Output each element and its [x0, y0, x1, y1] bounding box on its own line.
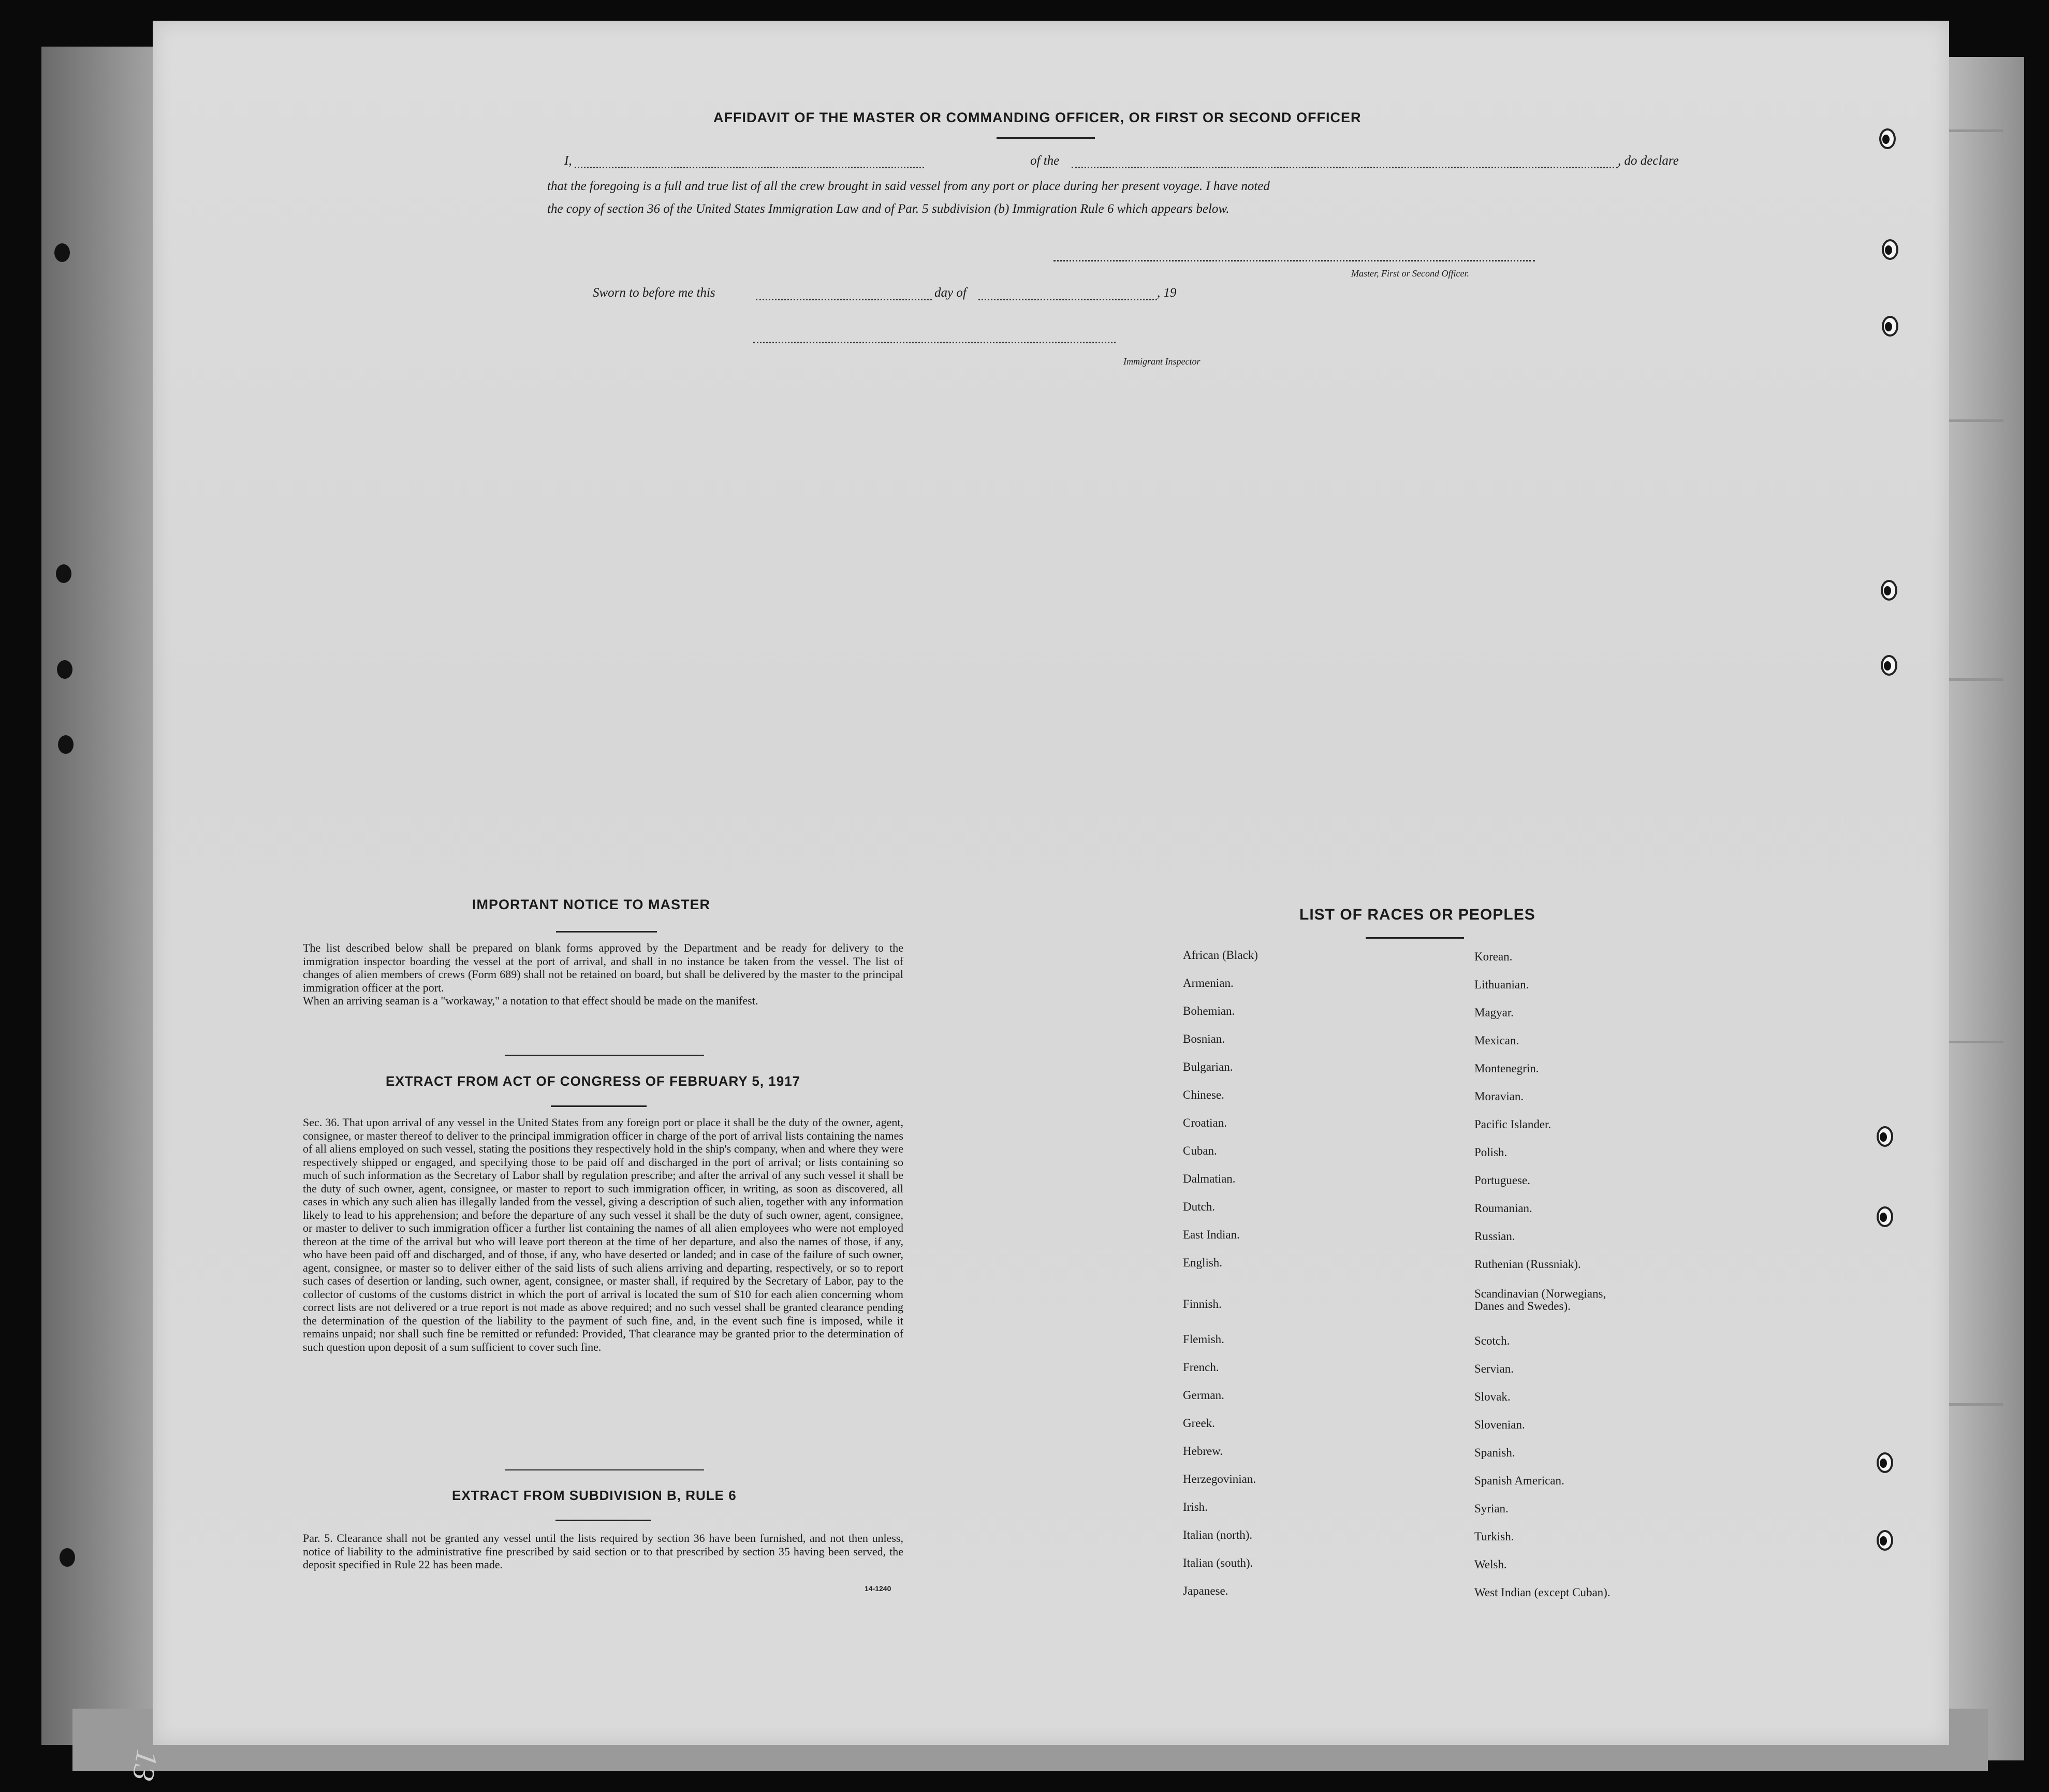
important-notice-rule — [556, 931, 657, 933]
master-name-field[interactable] — [575, 167, 924, 168]
left-race-item: Flemish. — [1183, 1333, 1224, 1346]
left-race-item: Italian (north). — [1183, 1528, 1253, 1541]
binder-ring — [1881, 580, 1897, 601]
punch-hole — [56, 564, 71, 583]
right-race-item: Moravian. — [1474, 1090, 1524, 1103]
right-race-item: Spanish. — [1474, 1446, 1515, 1459]
sworn-day-field[interactable] — [756, 299, 932, 300]
left-race-item: Cuban. — [1183, 1144, 1217, 1157]
punch-hole — [58, 735, 74, 754]
binder-ring — [1882, 316, 1898, 337]
right-race-item: Magyar. — [1474, 1006, 1514, 1019]
left-race-item: Armenian. — [1183, 977, 1234, 989]
right-race-item: Korean. — [1474, 950, 1513, 963]
left-race-item: English. — [1183, 1256, 1223, 1269]
punch-hole — [57, 660, 72, 679]
left-race-item: Bosnian. — [1183, 1032, 1225, 1045]
binder-ring — [1877, 1126, 1893, 1147]
right-race-item: Slovenian. — [1474, 1418, 1525, 1431]
races-title-rule — [1366, 937, 1464, 939]
left-race-item: Irish. — [1183, 1500, 1208, 1513]
affidavit-title-rule — [997, 137, 1095, 139]
right-race-item: Portuguese. — [1474, 1174, 1530, 1187]
right-race-item: Montenegrin. — [1474, 1062, 1539, 1075]
left-race-item: Finnish. — [1183, 1298, 1222, 1310]
extract-rule-title: EXTRACT FROM SUBDIVISION B, RULE 6 — [452, 1488, 737, 1503]
signature-label: Master, First or Second Officer. — [1351, 268, 1469, 279]
act-separator — [505, 1469, 704, 1470]
binder-ring — [1882, 239, 1898, 260]
races-title: LIST OF RACES OR PEOPLES — [1299, 906, 1535, 923]
right-race-item: Ruthenian (Russniak). — [1474, 1258, 1581, 1271]
important-notice-title: IMPORTANT NOTICE TO MASTER — [472, 897, 710, 912]
master-signature-field[interactable] — [1053, 260, 1535, 261]
notice-separator — [505, 1055, 704, 1056]
left-race-item: Bohemian. — [1183, 1004, 1235, 1017]
punch-hole — [60, 1548, 75, 1567]
right-race-item: Scandinavian (Norwegians, Danes and Swedes). — [1474, 1287, 1606, 1313]
right-race-item: Syrian. — [1474, 1502, 1509, 1515]
binder-ring — [1881, 655, 1897, 676]
affidavit-do-declare: , do declare — [1618, 154, 1679, 168]
binder-ring — [1877, 1206, 1893, 1227]
extract-act-title: EXTRACT FROM ACT OF CONGRESS OF FEBRUARY 5, 1917 — [386, 1073, 801, 1089]
year-text: , 19 — [1157, 286, 1177, 300]
left-race-item: Italian (south). — [1183, 1556, 1253, 1569]
inspector-label: Immigrant Inspector — [1123, 356, 1201, 367]
right-race-item: Russian. — [1474, 1230, 1515, 1243]
left-race-item: Herzegovinian. — [1183, 1473, 1256, 1485]
sworn-text: Sworn to before me this — [593, 286, 715, 300]
affidavit-pronoun: I, — [564, 154, 572, 168]
inspector-signature-field[interactable] — [753, 342, 1116, 343]
right-race-item: West Indian (except Cuban). — [1474, 1586, 1611, 1599]
right-race-item: Welsh. — [1474, 1558, 1507, 1571]
handwritten-page-number: 13 — [125, 1747, 165, 1784]
day-of-text: day of — [934, 286, 967, 300]
left-race-item: Croatian. — [1183, 1116, 1227, 1129]
binder-ring — [1879, 128, 1896, 149]
affidavit-line-3: the copy of section 36 of the United States Immigration Law and of Par. 5 subdivision (b) Immigration Rule 6 which appears below. — [547, 202, 1230, 216]
right-race-item: Lithuanian. — [1474, 978, 1529, 991]
extract-act-body: Sec. 36. That upon arrival of any vessel in the United States from any foreign port or place it shall be the duty of the owner, agent, consignee, or master thereof to deliver to the principal immigration officer in charge of the port of arrival lists containing the names of all aliens employed on such vessel, stating the positions they respectively hold in the ship's company, when and where they were respectively shipped or engaged, and specifying those to be paid off and discharged in the port of arrival; or lists containing so much of such information as the Secretary of Labor shall by regulation prescribe; and after the arrival of any such vessel it shall be the duty of such owner, agent, consignee, or master to report to such immigration officer, in writing, as soon as discovered, all cases in which any such alien has illegally landed from the vessel, giving a description of such alien, together with any information likely to lead to his apprehension; and before the departure of any such vessel it shall be the duty of such owner, agent, consignee, or master to deliver to such immigration officer a further list containing the names of all alien employees who were not employed thereon at the time of the arrival but who will leave port thereon at the time of her departure, and also the names of those, if any, who have been paid off and discharged, and of those, if any, who have deserted or landed; and in case of the failure of such owner, agent, consignee, or master so to deliver either of the said lists of such aliens arriving and departing, respectively, or so to report such cases of desertion or landing, such owner, agent, consignee, or master shall, if required by the Secretary of Labor, pay to the collector of customs of the customs district in which the port of arrival is located the sum of $10 for each alien concerning whom correct lists are not delivered or a true report is not made as above required; and no such vessel shall be granted clearance pending the determination of the question of the liability to the payment of such fine, and, in the event such fine is imposed, while it remains unpaid; nor shall such fine be remitted or refunded: Provided, That clearance may be granted prior to the determination of such question upon deposit of a sum sufficient to cover such fine. — [303, 1116, 903, 1353]
left-race-item: Chinese. — [1183, 1088, 1224, 1101]
right-race-item: Slovak. — [1474, 1390, 1511, 1403]
vessel-name-field[interactable] — [1072, 167, 1618, 168]
right-race-item: Mexican. — [1474, 1034, 1519, 1047]
left-race-item: Japanese. — [1183, 1584, 1228, 1597]
binder-ring — [1877, 1452, 1893, 1473]
right-race-item: Turkish. — [1474, 1530, 1514, 1543]
left-race-item: African (Black) — [1183, 949, 1258, 961]
affidavit-title: AFFIDAVIT OF THE MASTER OR COMMANDING OFFICER, OR FIRST OR SECOND OFFICER — [713, 110, 1362, 125]
left-race-item: Dutch. — [1183, 1200, 1215, 1213]
extract-rule-rule — [555, 1520, 651, 1521]
extract-rule-body: Par. 5. Clearance shall not be granted any vessel until the lists required by section 36 have been furnished, and not then unless, notice of liability to the administrative fine prescribed by said section or to that prescribed by section 35 having been served, the deposit specified in Rule 22 has been made. — [303, 1532, 903, 1571]
affidavit-line-2: that the foregoing is a full and true list of all the crew brought in said vessel from any port or place during her present voyage. I have noted — [547, 179, 1270, 193]
right-race-item: Polish. — [1474, 1146, 1508, 1159]
left-race-item: Bulgarian. — [1183, 1060, 1233, 1073]
right-race-item: Pacific Islander. — [1474, 1118, 1552, 1131]
important-notice-body: The list described below shall be prepared on blank forms approved by the Department and be ready for delivery to the immigration inspector boarding the vessel at the port of arrival, and shall in no instance be taken from the vessel. The list of changes of alien members of crews (Form 689) shall not be retained on board, but shall be delivered by the master to the principal immigration officer at the port. When an arriving seaman is a "workaway," a notation to that effect should be made on the manifest. — [303, 941, 903, 1007]
binder-ring — [1877, 1530, 1893, 1551]
left-race-item: East Indian. — [1183, 1228, 1240, 1241]
punch-hole — [54, 243, 70, 262]
affidavit-of-the: of the — [1030, 154, 1060, 168]
sworn-month-field[interactable] — [978, 299, 1157, 300]
right-race-item: Roumanian. — [1474, 1202, 1532, 1215]
right-race-item: Scotch. — [1474, 1334, 1510, 1347]
form-page — [153, 21, 1949, 1745]
left-race-item: Greek. — [1183, 1417, 1215, 1430]
right-race-item: Spanish American. — [1474, 1474, 1564, 1487]
extract-act-rule — [551, 1105, 647, 1107]
left-race-item: German. — [1183, 1389, 1224, 1402]
left-race-item: Dalmatian. — [1183, 1172, 1236, 1185]
left-race-item: French. — [1183, 1361, 1219, 1374]
right-race-item: Servian. — [1474, 1362, 1514, 1375]
left-race-item: Hebrew. — [1183, 1445, 1223, 1458]
form-number: 14-1240 — [865, 1584, 891, 1593]
